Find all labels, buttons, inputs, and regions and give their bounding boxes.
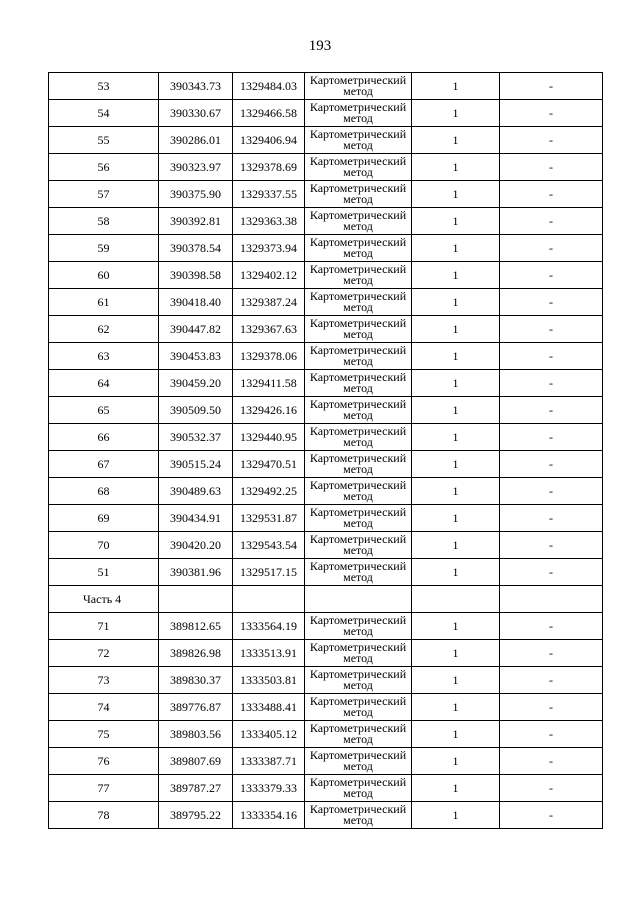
method-label: Картометрический [309, 694, 407, 708]
accuracy-cell: 1 [412, 127, 500, 154]
y-coordinate-cell: 1329378.06 [233, 343, 305, 370]
accuracy-cell: 1 [412, 640, 500, 667]
method-label-continued: метод [343, 354, 373, 368]
y-coordinate-cell: 1329470.51 [233, 451, 305, 478]
table-row [49, 289, 603, 316]
x-coordinate-cell: 389787.27 [159, 775, 233, 802]
method-cell [305, 694, 412, 721]
x-coordinate-cell: 389826.98 [159, 640, 233, 667]
note-cell: - [500, 775, 603, 802]
table-row [49, 262, 603, 289]
y-coordinate-cell: 1329367.63 [233, 316, 305, 343]
method-label: Картометрический [309, 802, 407, 816]
note-cell: - [500, 235, 603, 262]
method-label-continued: метод [343, 381, 373, 395]
method-label-continued: метод [343, 273, 373, 287]
method-label: Картометрический [309, 181, 407, 195]
y-coordinate-cell: 1333379.33 [233, 775, 305, 802]
section-row [49, 586, 603, 613]
accuracy-cell: 1 [412, 478, 500, 505]
method-cell [305, 424, 412, 451]
note-cell: - [500, 397, 603, 424]
method-label: Картометрический [309, 532, 407, 546]
accuracy-cell: 1 [412, 262, 500, 289]
point-number-cell: 62 [49, 316, 159, 343]
x-coordinate-cell: 390447.82 [159, 316, 233, 343]
method-cell [305, 289, 412, 316]
method-label: Картометрический [309, 424, 407, 438]
point-number-cell: 65 [49, 397, 159, 424]
y-coordinate-cell: 1333488.41 [233, 694, 305, 721]
method-label-continued: метод [343, 462, 373, 476]
method-label-continued: метод [343, 165, 373, 179]
coordinates-table-body [49, 73, 603, 829]
method-cell [305, 154, 412, 181]
point-number-cell: 57 [49, 181, 159, 208]
accuracy-cell: 1 [412, 73, 500, 100]
note-cell: - [500, 181, 603, 208]
method-label: Картометрический [309, 721, 407, 735]
point-number-cell: 76 [49, 748, 159, 775]
x-coordinate-cell: 390378.54 [159, 235, 233, 262]
table-row [49, 505, 603, 532]
note-cell: - [500, 208, 603, 235]
page-number: 193 [308, 38, 332, 54]
point-number-cell: 70 [49, 532, 159, 559]
y-coordinate-cell: 1329363.38 [233, 208, 305, 235]
method-label-continued: метод [343, 651, 373, 665]
accuracy-cell: 1 [412, 397, 500, 424]
x-coordinate-cell: 390343.73 [159, 73, 233, 100]
point-number-cell: 66 [49, 424, 159, 451]
table-row [49, 73, 603, 100]
y-coordinate-cell: 1333513.91 [233, 640, 305, 667]
method-label-continued: метод [343, 435, 373, 449]
point-number-cell: 55 [49, 127, 159, 154]
method-label-continued: метод [343, 489, 373, 503]
note-cell: - [500, 532, 603, 559]
table-row [49, 154, 603, 181]
empty-cell [500, 586, 603, 613]
accuracy-cell: 1 [412, 694, 500, 721]
accuracy-cell: 1 [412, 370, 500, 397]
method-label-continued: метод [343, 300, 373, 314]
x-coordinate-cell: 390515.24 [159, 451, 233, 478]
method-cell [305, 181, 412, 208]
table-row [49, 343, 603, 370]
method-label: Картометрический [309, 208, 407, 222]
note-cell: - [500, 343, 603, 370]
method-label-continued: метод [343, 138, 373, 152]
y-coordinate-cell: 1333387.71 [233, 748, 305, 775]
method-label: Картометрический [309, 748, 407, 762]
point-number-cell: 61 [49, 289, 159, 316]
method-cell [305, 127, 412, 154]
method-cell [305, 73, 412, 100]
table-row [49, 451, 603, 478]
y-coordinate-cell: 1329517.15 [233, 559, 305, 586]
method-label-continued: метод [343, 516, 373, 530]
accuracy-cell: 1 [412, 235, 500, 262]
y-coordinate-cell: 1329411.58 [233, 370, 305, 397]
y-coordinate-cell: 1329466.58 [233, 100, 305, 127]
empty-cell [305, 586, 412, 613]
table-row [49, 694, 603, 721]
method-cell [305, 208, 412, 235]
y-coordinate-cell: 1329440.95 [233, 424, 305, 451]
x-coordinate-cell: 389807.69 [159, 748, 233, 775]
y-coordinate-cell: 1329378.69 [233, 154, 305, 181]
method-cell [305, 640, 412, 667]
table-row [49, 424, 603, 451]
accuracy-cell: 1 [412, 559, 500, 586]
point-number-cell: 56 [49, 154, 159, 181]
y-coordinate-cell: 1329492.25 [233, 478, 305, 505]
method-cell [305, 370, 412, 397]
method-label-continued: метод [343, 786, 373, 800]
method-label-continued: метод [343, 813, 373, 827]
note-cell: - [500, 154, 603, 181]
point-number-cell: 72 [49, 640, 159, 667]
method-label: Картометрический [309, 343, 407, 357]
method-label: Картометрический [309, 640, 407, 654]
table-row [49, 559, 603, 586]
accuracy-cell: 1 [412, 613, 500, 640]
x-coordinate-cell: 390330.67 [159, 100, 233, 127]
note-cell: - [500, 451, 603, 478]
method-label-continued: метод [343, 327, 373, 341]
method-label-continued: метод [343, 624, 373, 638]
table-row [49, 397, 603, 424]
method-label: Картометрический [309, 478, 407, 492]
method-cell [305, 667, 412, 694]
x-coordinate-cell: 389803.56 [159, 721, 233, 748]
method-cell [305, 721, 412, 748]
table-row [49, 127, 603, 154]
method-label: Картометрический [309, 613, 407, 627]
method-cell [305, 748, 412, 775]
method-label: Картометрический [309, 370, 407, 384]
table-row [49, 640, 603, 667]
method-label-continued: метод [343, 705, 373, 719]
method-label-continued: метод [343, 84, 373, 98]
method-label-continued: метод [343, 111, 373, 125]
y-coordinate-cell: 1333354.16 [233, 802, 305, 829]
note-cell: - [500, 559, 603, 586]
note-cell: - [500, 478, 603, 505]
method-label: Картометрический [309, 397, 407, 411]
point-number-cell: 67 [49, 451, 159, 478]
method-label: Картометрический [309, 775, 407, 789]
method-label-continued: метод [343, 246, 373, 260]
method-cell [305, 532, 412, 559]
x-coordinate-cell: 390323.97 [159, 154, 233, 181]
note-cell: - [500, 748, 603, 775]
point-number-cell: 64 [49, 370, 159, 397]
note-cell: - [500, 640, 603, 667]
note-cell: - [500, 127, 603, 154]
note-cell: - [500, 316, 603, 343]
point-number-cell: 75 [49, 721, 159, 748]
x-coordinate-cell: 389830.37 [159, 667, 233, 694]
method-label: Картометрический [309, 316, 407, 330]
method-label-continued: метод [343, 192, 373, 206]
note-cell: - [500, 424, 603, 451]
point-number-cell: 60 [49, 262, 159, 289]
y-coordinate-cell: 1329402.12 [233, 262, 305, 289]
method-cell [305, 343, 412, 370]
y-coordinate-cell: 1329484.03 [233, 73, 305, 100]
point-number-cell: 53 [49, 73, 159, 100]
table-row [49, 100, 603, 127]
table-row [49, 667, 603, 694]
y-coordinate-cell: 1329337.55 [233, 181, 305, 208]
x-coordinate-cell: 390286.01 [159, 127, 233, 154]
x-coordinate-cell: 390392.81 [159, 208, 233, 235]
method-cell [305, 613, 412, 640]
table-row [49, 478, 603, 505]
x-coordinate-cell: 389776.87 [159, 694, 233, 721]
method-cell [305, 235, 412, 262]
x-coordinate-cell: 389795.22 [159, 802, 233, 829]
empty-cell [412, 586, 500, 613]
method-label-continued: метод [343, 732, 373, 746]
y-coordinate-cell: 1333405.12 [233, 721, 305, 748]
note-cell: - [500, 505, 603, 532]
method-label-continued: метод [343, 570, 373, 584]
y-coordinate-cell: 1329387.24 [233, 289, 305, 316]
x-coordinate-cell: 389812.65 [159, 613, 233, 640]
note-cell: - [500, 289, 603, 316]
method-cell [305, 478, 412, 505]
accuracy-cell: 1 [412, 748, 500, 775]
method-label: Картометрический [309, 127, 407, 141]
point-number-cell: 63 [49, 343, 159, 370]
accuracy-cell: 1 [412, 451, 500, 478]
y-coordinate-cell: 1329373.94 [233, 235, 305, 262]
table-row [49, 775, 603, 802]
method-label: Картометрический [309, 154, 407, 168]
y-coordinate-cell: 1329543.54 [233, 532, 305, 559]
method-cell [305, 802, 412, 829]
x-coordinate-cell: 390459.20 [159, 370, 233, 397]
table-row [49, 208, 603, 235]
method-label: Картометрический [309, 289, 407, 303]
method-label-continued: метод [343, 678, 373, 692]
note-cell: - [500, 613, 603, 640]
method-label: Картометрический [309, 262, 407, 276]
note-cell: - [500, 370, 603, 397]
x-coordinate-cell: 390453.83 [159, 343, 233, 370]
method-cell [305, 100, 412, 127]
note-cell: - [500, 73, 603, 100]
method-cell [305, 775, 412, 802]
method-cell [305, 316, 412, 343]
method-label: Картометрический [309, 559, 407, 573]
empty-cell [233, 586, 305, 613]
accuracy-cell: 1 [412, 100, 500, 127]
empty-cell [159, 586, 233, 613]
point-number-cell: 68 [49, 478, 159, 505]
accuracy-cell: 1 [412, 208, 500, 235]
y-coordinate-cell: 1333503.81 [233, 667, 305, 694]
accuracy-cell: 1 [412, 424, 500, 451]
accuracy-cell: 1 [412, 721, 500, 748]
accuracy-cell: 1 [412, 181, 500, 208]
coordinates-table [48, 72, 603, 829]
accuracy-cell: 1 [412, 289, 500, 316]
method-label: Картометрический [309, 235, 407, 249]
accuracy-cell: 1 [412, 532, 500, 559]
table-row [49, 181, 603, 208]
table-row [49, 721, 603, 748]
method-label: Картометрический [309, 451, 407, 465]
method-cell [305, 397, 412, 424]
table-row [49, 613, 603, 640]
table-row [49, 316, 603, 343]
method-label-continued: метод [343, 543, 373, 557]
point-number-cell: 69 [49, 505, 159, 532]
x-coordinate-cell: 390489.63 [159, 478, 233, 505]
note-cell: - [500, 802, 603, 829]
table-row [49, 802, 603, 829]
point-number-cell: 58 [49, 208, 159, 235]
method-label: Картометрический [309, 505, 407, 519]
x-coordinate-cell: 390398.58 [159, 262, 233, 289]
point-number-cell: 59 [49, 235, 159, 262]
accuracy-cell: 1 [412, 154, 500, 181]
table-row [49, 235, 603, 262]
point-number-cell: 54 [49, 100, 159, 127]
accuracy-cell: 1 [412, 775, 500, 802]
accuracy-cell: 1 [412, 343, 500, 370]
point-number-cell: 78 [49, 802, 159, 829]
table-row [49, 748, 603, 775]
method-label: Картометрический [309, 73, 407, 87]
method-label-continued: метод [343, 759, 373, 773]
table-row [49, 370, 603, 397]
method-label-continued: метод [343, 408, 373, 422]
y-coordinate-cell: 1333564.19 [233, 613, 305, 640]
accuracy-cell: 1 [412, 505, 500, 532]
point-number-cell: 73 [49, 667, 159, 694]
x-coordinate-cell: 390418.40 [159, 289, 233, 316]
method-label: Картометрический [309, 100, 407, 114]
y-coordinate-cell: 1329426.16 [233, 397, 305, 424]
x-coordinate-cell: 390434.91 [159, 505, 233, 532]
point-number-cell: 71 [49, 613, 159, 640]
method-cell [305, 451, 412, 478]
method-label-continued: метод [343, 219, 373, 233]
method-cell [305, 505, 412, 532]
accuracy-cell: 1 [412, 667, 500, 694]
method-cell [305, 262, 412, 289]
point-number-cell: 77 [49, 775, 159, 802]
y-coordinate-cell: 1329406.94 [233, 127, 305, 154]
x-coordinate-cell: 390381.96 [159, 559, 233, 586]
accuracy-cell: 1 [412, 802, 500, 829]
method-cell [305, 559, 412, 586]
x-coordinate-cell: 390375.90 [159, 181, 233, 208]
x-coordinate-cell: 390420.20 [159, 532, 233, 559]
x-coordinate-cell: 390509.50 [159, 397, 233, 424]
point-number-cell: 51 [49, 559, 159, 586]
note-cell: - [500, 694, 603, 721]
x-coordinate-cell: 390532.37 [159, 424, 233, 451]
table-row [49, 532, 603, 559]
note-cell: - [500, 262, 603, 289]
note-cell: - [500, 667, 603, 694]
note-cell: - [500, 721, 603, 748]
section-label: Часть 4 [49, 586, 159, 613]
method-label: Картометрический [309, 667, 407, 681]
note-cell: - [500, 100, 603, 127]
point-number-cell: 74 [49, 694, 159, 721]
y-coordinate-cell: 1329531.87 [233, 505, 305, 532]
accuracy-cell: 1 [412, 316, 500, 343]
